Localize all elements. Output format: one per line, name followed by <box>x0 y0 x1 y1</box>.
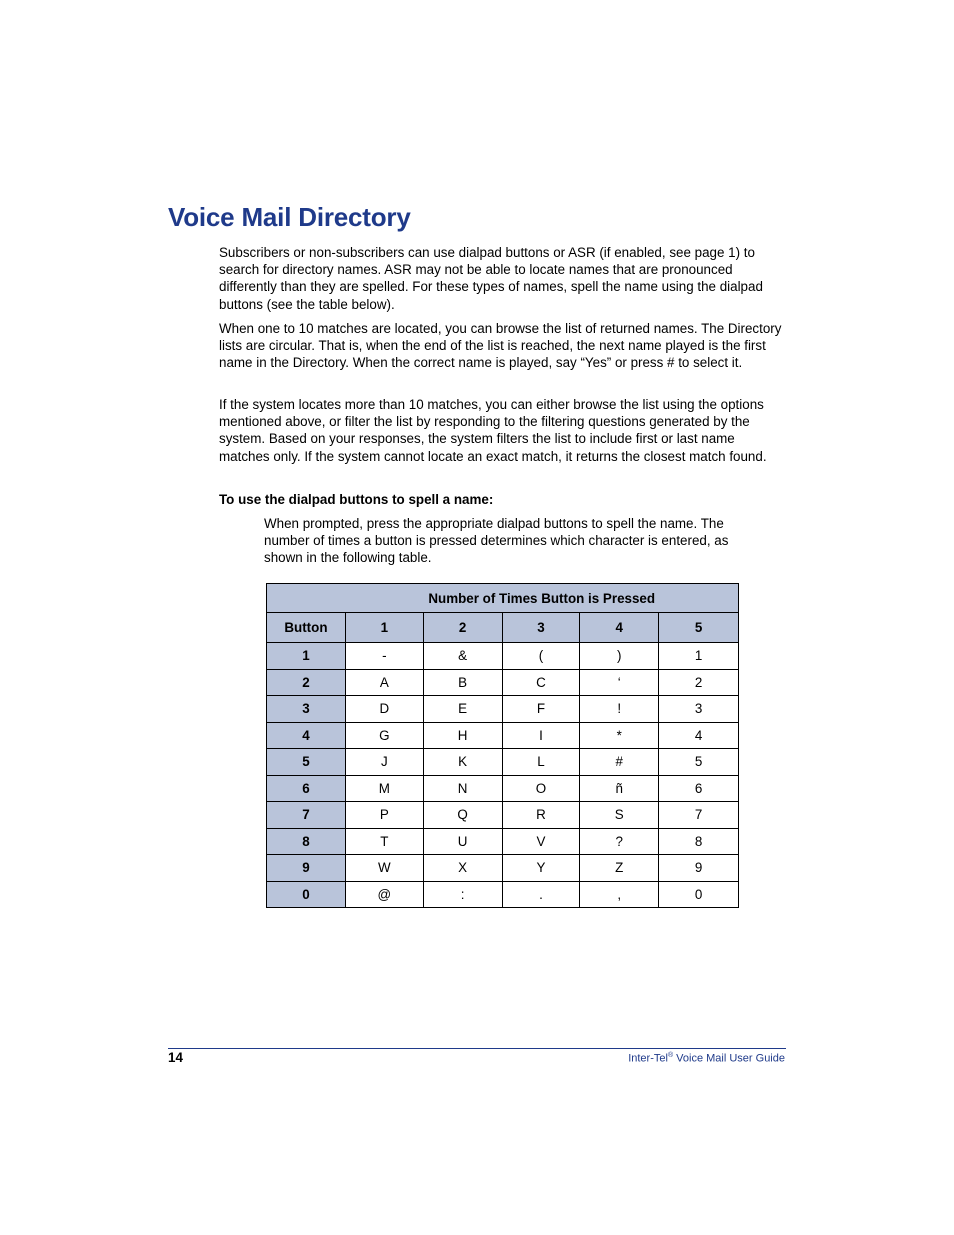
registered-mark: ® <box>667 1052 674 1059</box>
character-cell: 8 <box>659 828 739 855</box>
table-row <box>267 802 739 829</box>
table-span-header: Number of Times Button is Pressed <box>345 584 738 613</box>
column-header-press-3: 3 <box>502 613 580 643</box>
button-cell: 8 <box>267 828 346 855</box>
character-cell: ‘ <box>580 669 659 696</box>
character-cell: D <box>345 696 423 723</box>
character-cell: 1 <box>659 643 739 670</box>
procedure-heading: To use the dialpad buttons to spell a name: <box>219 492 494 507</box>
column-header-press-4: 4 <box>580 613 659 643</box>
table-corner-cell <box>267 584 346 613</box>
character-cell: A <box>345 669 423 696</box>
character-cell: W <box>345 855 423 882</box>
character-cell: M <box>345 775 423 802</box>
browse-paragraph: When one to 10 matches are located, you can browse the list of returned names. The Directory lists are circular. That is, when the end of the list is reached, the next name played is the first name in the Directory. When the correct name is played, say “Yes” or press # to select it. <box>219 321 782 371</box>
character-cell: T <box>345 828 423 855</box>
character-cell: Q <box>423 802 502 829</box>
character-cell: L <box>502 749 580 776</box>
character-cell: J <box>345 749 423 776</box>
character-cell: ñ <box>580 775 659 802</box>
button-cell: 6 <box>267 775 346 802</box>
character-cell: B <box>423 669 502 696</box>
character-cell: I <box>502 722 580 749</box>
character-cell: 4 <box>659 722 739 749</box>
character-cell: P <box>345 802 423 829</box>
dialpad-character-table <box>266 583 739 908</box>
column-header-press-5: 5 <box>659 613 739 643</box>
button-cell: 4 <box>267 722 346 749</box>
character-cell: 7 <box>659 802 739 829</box>
table-row <box>267 881 739 908</box>
page-number: 14 <box>168 1050 183 1065</box>
character-cell: , <box>580 881 659 908</box>
character-cell: O <box>502 775 580 802</box>
character-cell: - <box>345 643 423 670</box>
column-header-press-2: 2 <box>423 613 502 643</box>
character-cell: & <box>423 643 502 670</box>
intro-paragraph: Subscribers or non-subscribers can use dialpad buttons or ASR (if enabled, see page 1) to search for directory names. ASR may not be able to locate names that are pronounced differently than they are spelled. For these types of names, spell the name using the dialpad buttons (see the table below). <box>219 245 763 312</box>
button-cell: 5 <box>267 749 346 776</box>
character-cell: Y <box>502 855 580 882</box>
character-cell: S <box>580 802 659 829</box>
button-cell: 3 <box>267 696 346 723</box>
character-cell: 0 <box>659 881 739 908</box>
character-cell: C <box>502 669 580 696</box>
character-cell: ! <box>580 696 659 723</box>
button-cell: 0 <box>267 881 346 908</box>
character-cell: R <box>502 802 580 829</box>
character-cell: : <box>423 881 502 908</box>
footer-rule <box>168 1048 786 1049</box>
page-title: Voice Mail Directory <box>168 202 411 232</box>
character-cell: 3 <box>659 696 739 723</box>
column-header-press-1: 1 <box>345 613 423 643</box>
character-cell: @ <box>345 881 423 908</box>
character-cell: 9 <box>659 855 739 882</box>
character-cell: N <box>423 775 502 802</box>
footer-guide-title <box>628 1052 785 1065</box>
procedure-text: When prompted, press the appropriate dialpad buttons to spell the name. The number of times a button is pressed determines which character is entered, as shown in the following table. <box>264 516 729 566</box>
footer-guide-name: Voice Mail User Guide <box>673 1052 785 1065</box>
character-cell: 5 <box>659 749 739 776</box>
button-cell: 2 <box>267 669 346 696</box>
table-row <box>267 722 739 749</box>
character-cell: 6 <box>659 775 739 802</box>
button-cell: 9 <box>267 855 346 882</box>
button-cell: 1 <box>267 643 346 670</box>
character-cell: V <box>502 828 580 855</box>
character-cell: K <box>423 749 502 776</box>
character-cell: * <box>580 722 659 749</box>
table-row <box>267 643 739 670</box>
character-cell: H <box>423 722 502 749</box>
character-cell: # <box>580 749 659 776</box>
table-row <box>267 669 739 696</box>
character-cell: G <box>345 722 423 749</box>
character-cell: X <box>423 855 502 882</box>
character-cell: . <box>502 881 580 908</box>
filter-paragraph: If the system locates more than 10 matches, you can either browse the list using the options mentioned above, or filter the list by responding to the filtering questions generated by the system. Based on your responses, the system filters the list to include first or last name matches only. If the system cannot locate an exact match, it returns the closest match found. <box>219 397 767 464</box>
character-cell: Z <box>580 855 659 882</box>
table-row <box>267 696 739 723</box>
character-cell: 2 <box>659 669 739 696</box>
character-cell: E <box>423 696 502 723</box>
table-row <box>267 749 739 776</box>
footer-brand: Inter-Tel <box>628 1052 668 1065</box>
character-cell: ) <box>580 643 659 670</box>
table-row <box>267 855 739 882</box>
button-cell: 7 <box>267 802 346 829</box>
character-cell: ? <box>580 828 659 855</box>
character-cell: F <box>502 696 580 723</box>
table-row <box>267 828 739 855</box>
table-row <box>267 775 739 802</box>
character-cell: U <box>423 828 502 855</box>
column-header-button: Button <box>267 613 346 643</box>
character-cell: ( <box>502 643 580 670</box>
